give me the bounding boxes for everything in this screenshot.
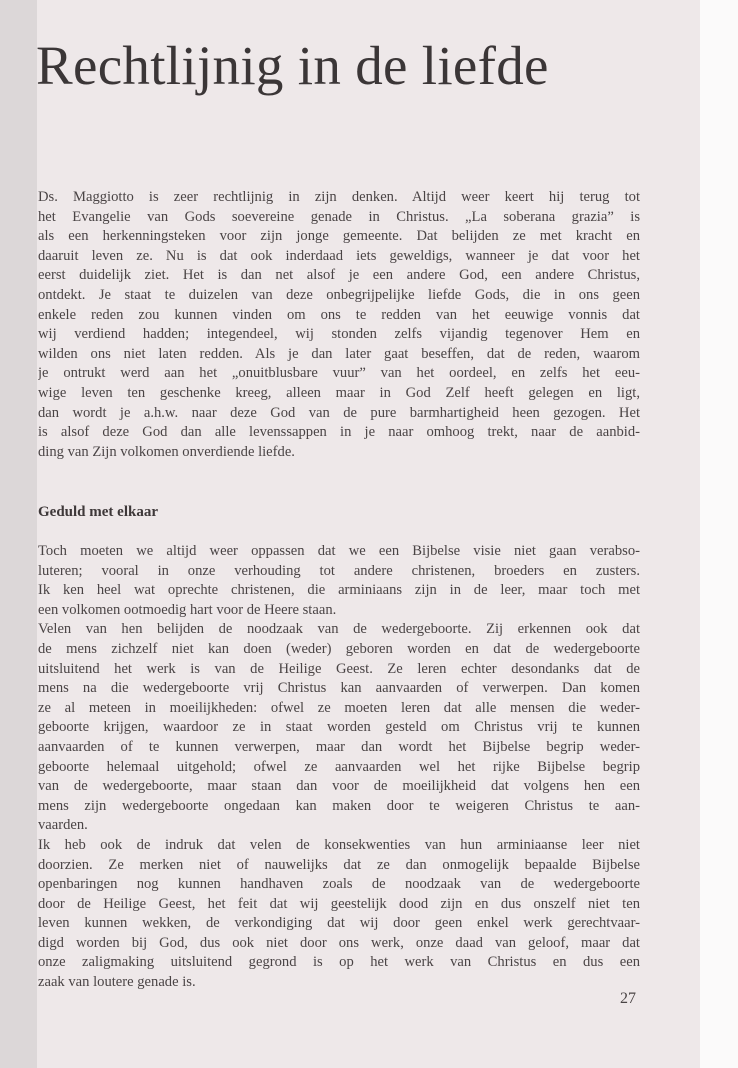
- text-line: je ontrukt werd aan het „onuitblusbare vuur” van het oordeel, en zelfs het eeu-: [38, 365, 640, 382]
- text-line: vaarden.: [38, 817, 88, 834]
- text-line: Velen van hen belijden de noodzaak van de wedergeboorte. Zij erkennen ook dat: [38, 621, 640, 638]
- paragraph: [38, 188, 640, 462]
- text-line: mens zijn wedergeboorte ongedaan kan maken door te weigeren Christus te aan-: [38, 797, 640, 814]
- text-line: is alsof deze God dan alle levenssappen in je naar omhoog trekt, naar de aanbid-: [38, 424, 640, 441]
- scan-margin-strip: [0, 0, 37, 1068]
- text-line: doorzien. Ze merken niet of nauwelijks dat ze dan onmogelijk bepaalde Bijbelse: [38, 856, 640, 873]
- text-line: wige leven ten geschenke kreeg, alleen maar in God Zelf heeft gelegen en ligt,: [38, 384, 640, 401]
- text-line: de mens zichzelf niet kan doen (weder) geboren worden en dat de wedergeboorte: [38, 640, 640, 657]
- text-line: aanvaarden of te kunnen verwerpen, maar dan wordt het Bijbelse begrip weder-: [38, 738, 640, 755]
- paragraph: [38, 542, 640, 620]
- text-line: het Evangelie van Gods soevereine genade in Christus. „La soberana grazia” is: [38, 208, 640, 225]
- text-line: digd worden bij God, dus ook niet door ons werk, onze daad van geloof, maar dat: [38, 934, 640, 951]
- text-line: door de Heilige Geest, het feit dat wij geestelijk dood zijn en dus onszelf niet ten: [38, 895, 640, 912]
- text-line: uitsluitend het werk is van de Heilige Geest. Ze leren echter desondanks dat de: [38, 660, 640, 677]
- text-line: enkele reden zou kunnen vinden om ons te redden van het eeuwige vonnis dat: [38, 306, 640, 323]
- text-line: zaak van loutere genade is.: [38, 974, 196, 991]
- paragraph: [38, 836, 640, 993]
- text-line: van de wedergeboorte, maar staan dan voor de moeilijkheid dat volgens hen een: [38, 778, 640, 795]
- text-line: als een herkenningsteken voor zijn jonge gemeente. Dat belijden ze met kracht en: [38, 228, 640, 245]
- text-line: Toch moeten we altijd weer oppassen dat we een Bijbelse visie niet gaan verabso-: [38, 543, 640, 559]
- text-line: Ik ken heel wat oprechte christenen, die arminiaans zijn in de leer, maar toch met: [38, 582, 640, 599]
- text-line: wilden ons niet laten redden. Als je dan later gaat beseffen, dat de reden, waarom: [38, 345, 640, 362]
- text-line: daaruit leven ze. Nu is dat ook inderdaad iets geweldigs, wanneer je dat voor het: [38, 247, 640, 264]
- text-line: dan wordt je a.h.w. naar deze God van de pure barmhartigheid heen gezogen. Het: [38, 404, 640, 421]
- text-line: onze zaligmaking uitsluitend gegrond is op het werk van Christus en dus een: [38, 954, 640, 971]
- text-line: ding van Zijn volkomen onverdiende liefde.: [38, 443, 295, 460]
- section-geduld-met-elkaar: [38, 542, 640, 993]
- article-title: Rechtlijnig in de liefde: [36, 35, 549, 96]
- section-intro: [38, 188, 640, 462]
- text-line: mens na die wedergeboorte vrij Christus kan aanvaarden of verwerpen. Dan komen: [38, 680, 640, 697]
- page-number: 27: [620, 990, 636, 1007]
- text-line: geboorte krijgen, waardoor ze in staat worden gesteld om Christus vrij te kunnen: [38, 719, 640, 736]
- text-line: geboorte helemaal uitgehold; ofwel ze aanvaarden wel het rijke Bijbelse begrip: [38, 758, 640, 775]
- text-line: wij verdiend hadden; integendeel, wij stonden zelfs vijandig tegenover Hem en: [38, 326, 640, 343]
- text-line: openbaringen nog kunnen handhaven zoals de noodzaak van de wedergeboorte: [38, 876, 640, 893]
- text-line: ontdekt. Je staat te duizelen van deze onbegrijpelijke liefde Gods, die in ons geen: [38, 286, 640, 303]
- text-line: ze al meteen in moeilijkheden: ofwel ze moeten leren dat alle mensen die weder-: [38, 699, 640, 716]
- text-line: luteren; vooral in onze verhouding tot andere christenen, broeders en zusters.: [38, 562, 640, 579]
- section-heading: Geduld met elkaar: [38, 504, 158, 520]
- text-line: Ik heb ook de indruk dat velen de konsekwenties van hun arminiaanse leer niet: [38, 836, 640, 853]
- text-line: Ds. Maggiotto is zeer rechtlijnig in zijn denken. Altijd weer keert hij terug tot: [38, 189, 640, 205]
- text-line: een volkomen ootmoedig hart voor de Heere staan.: [38, 601, 337, 618]
- paragraph: [38, 620, 640, 836]
- text-line: leven kunnen wekken, de verkondiging dat wij door geen enkel werk gerechtvaar-: [38, 915, 640, 932]
- text-line: eerst duidelijk ziet. Het is dan net alsof je een andere God, een andere Christus,: [38, 267, 640, 284]
